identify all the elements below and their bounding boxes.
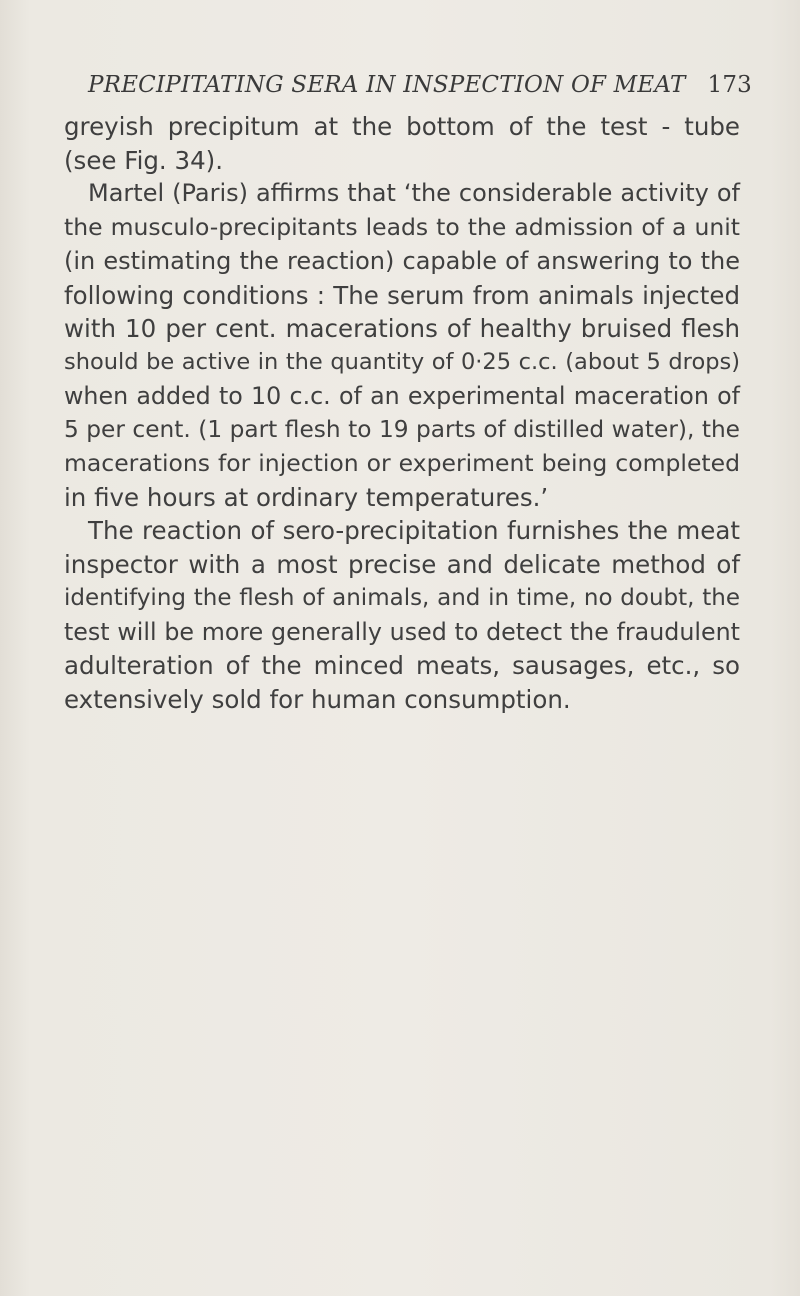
running-title: PRECIPITATING SERA IN INSPECTION OF MEAT — [88, 72, 686, 98]
text-line: should be active in the quantity of 0·25 c.c. (about 5 drops) — [64, 348, 740, 375]
page-number: 173 — [707, 72, 753, 98]
text-line: inspector with a most precise and delicate method of — [64, 550, 740, 580]
text-line: (see Fig. 34). — [64, 145, 224, 175]
text-line: identifying the flesh of animals, and in time, no doubt, the — [64, 584, 740, 611]
body-text — [64, 110, 740, 717]
running-head — [88, 72, 768, 98]
paragraph — [64, 514, 740, 716]
text-line: the musculo-precipitants leads to the admission of a unit — [64, 213, 740, 242]
text-line: (in estimating the reaction) capable of answering to the — [64, 246, 740, 275]
text-line: with 10 per cent. macerations of healthy bruised flesh — [64, 314, 740, 344]
text-line: when added to 10 c.c. of an experimental maceration of — [64, 381, 740, 410]
text-line: greyish precipitum at the bottom of the test - tube — [64, 112, 740, 141]
text-line: 5 per cent. (1 part flesh to 19 parts of distilled water), the — [64, 416, 740, 444]
text-line: Martel (Paris) affirms that ‘the considerable activity of — [88, 179, 740, 208]
text-line: The reaction of sero-precipitation furnishes the meat — [88, 516, 740, 546]
text-line: extensively sold for human consumption. — [64, 684, 571, 714]
paragraph — [64, 177, 740, 514]
text-line: test will be more generally used to detect the fraudulent — [64, 617, 740, 646]
text-line: following conditions : The serum from animals injected — [64, 280, 740, 310]
text-line: adulteration of the minced meats, sausages, etc., so — [64, 651, 740, 681]
text-line: macerations for injection or experiment being completed — [64, 449, 740, 478]
text-line: in five hours at ordinary temperatures.’ — [64, 482, 549, 512]
paragraph — [64, 110, 740, 177]
